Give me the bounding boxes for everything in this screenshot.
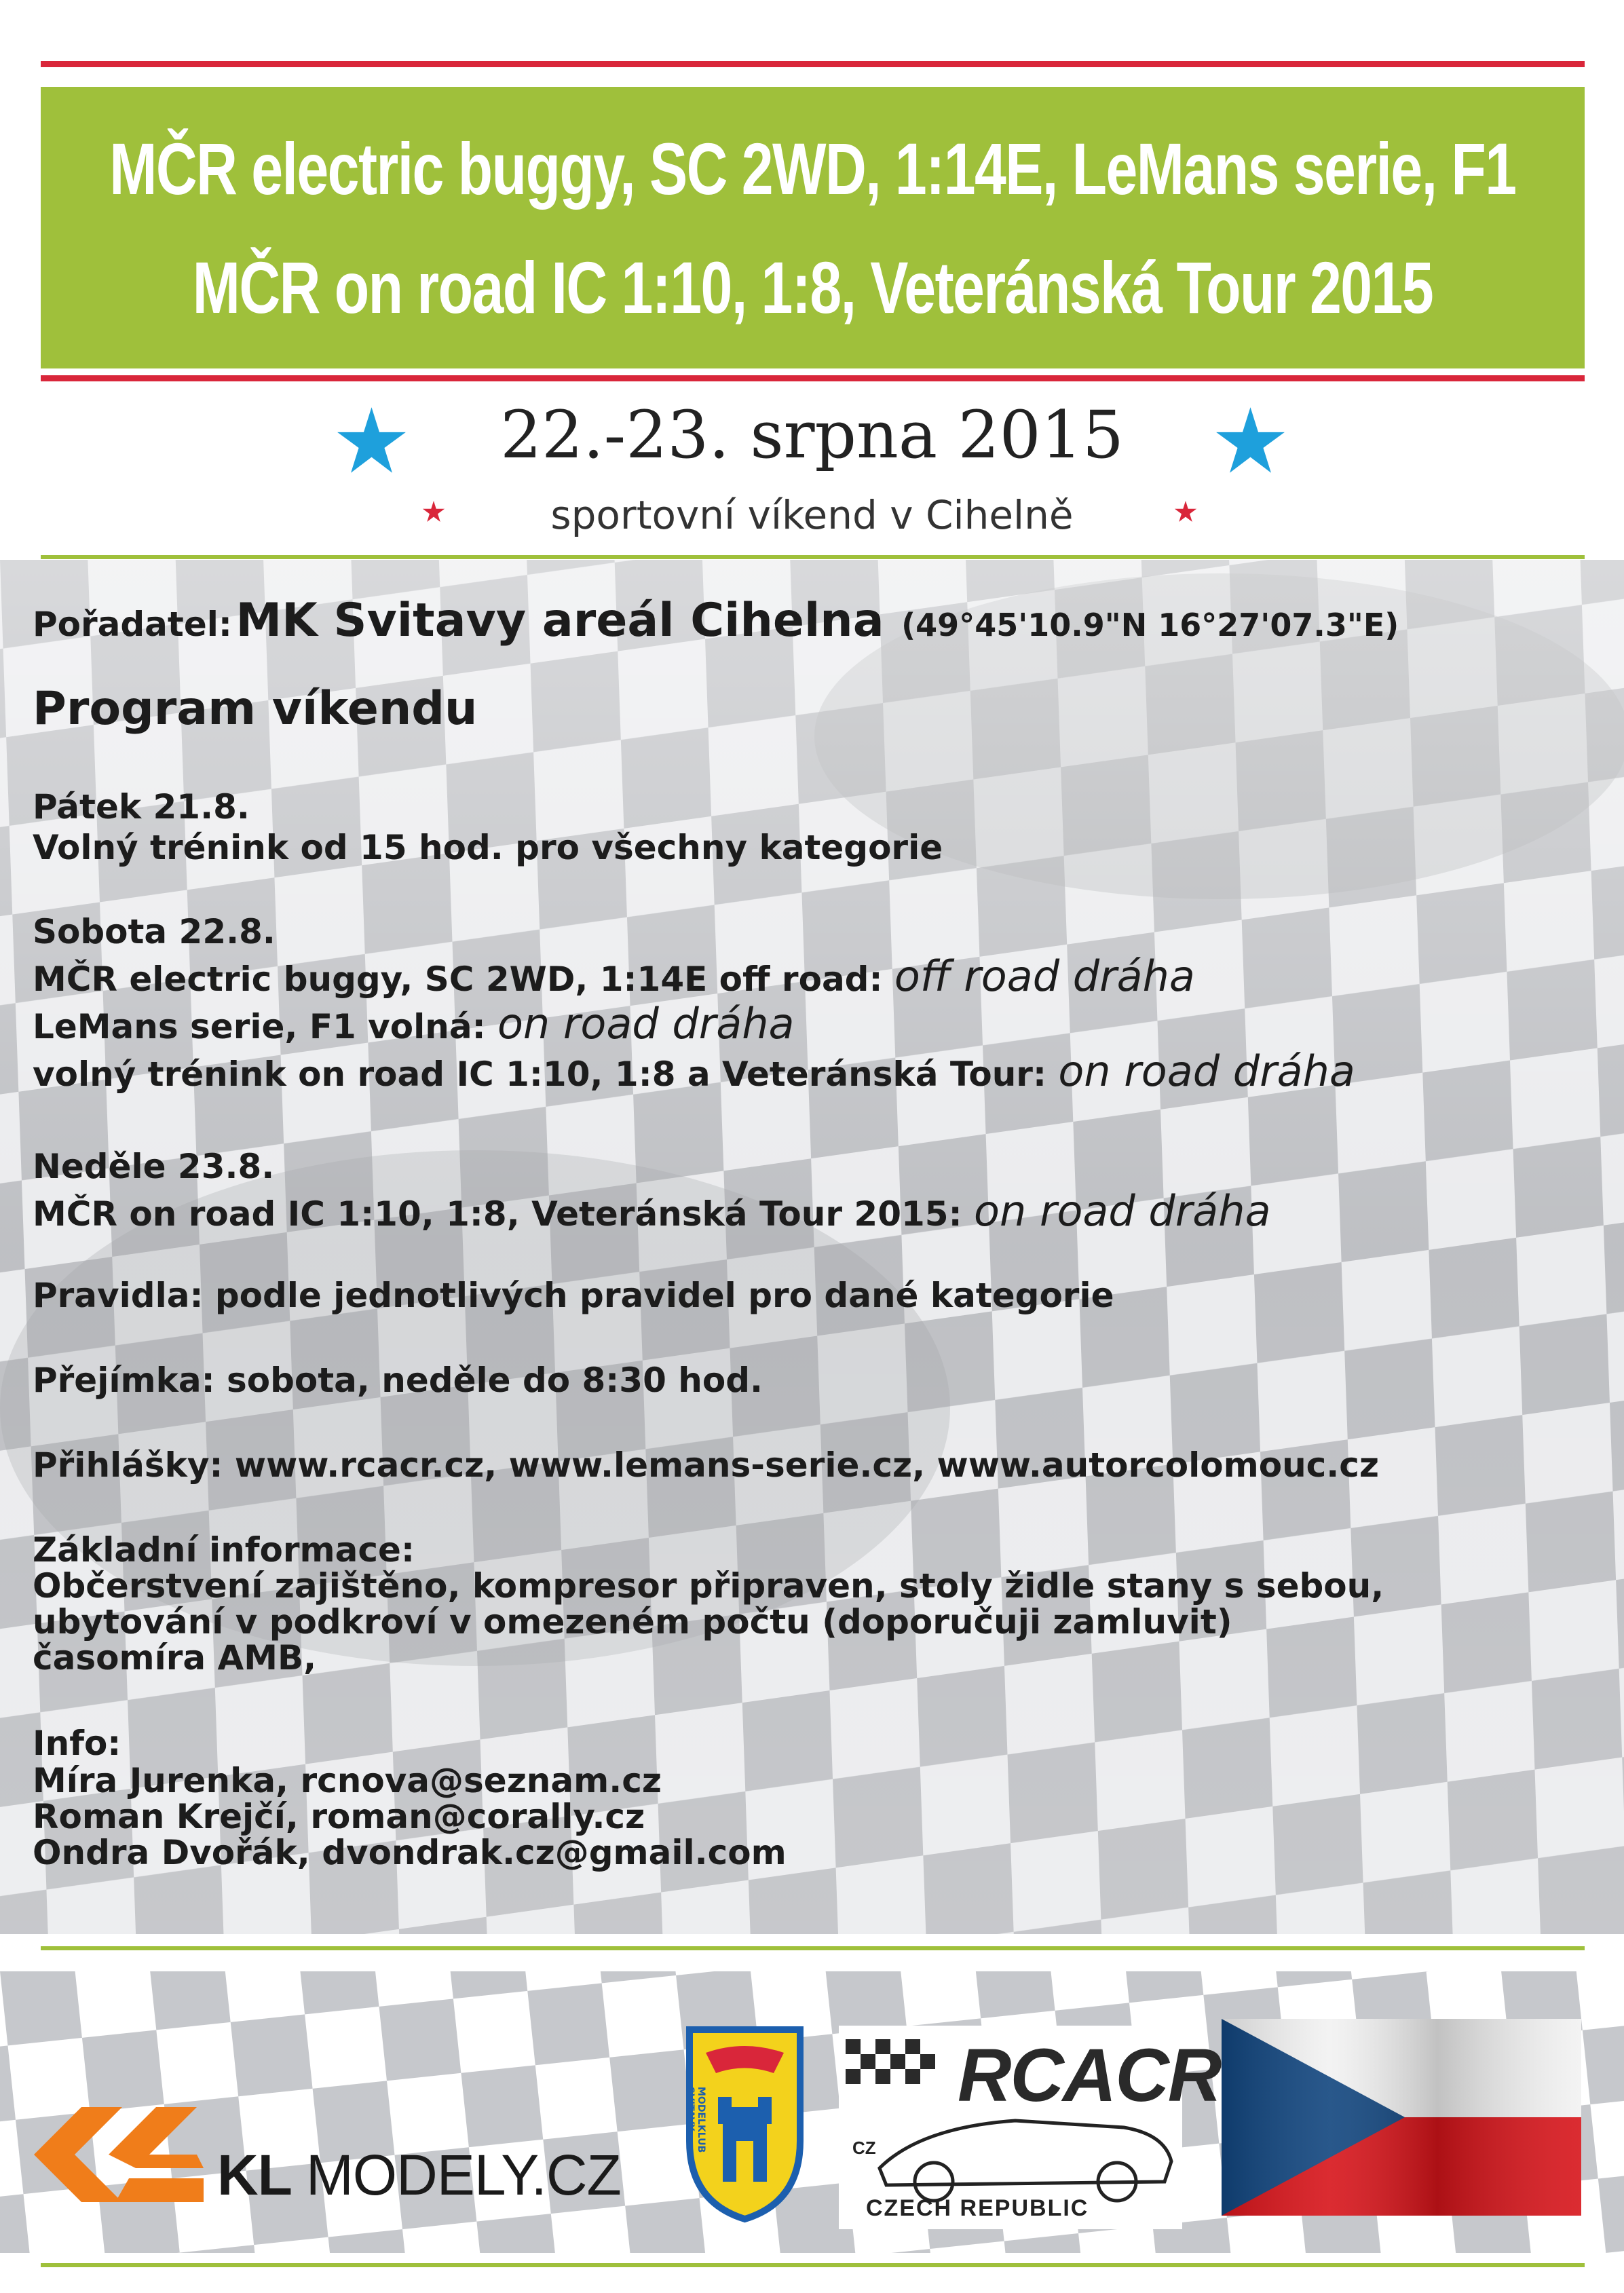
saturday-day: Sobota 22.8.	[33, 912, 276, 951]
event-date: 22.-23. srpna 2015	[500, 397, 1124, 473]
title-banner	[41, 87, 1585, 368]
friday-text: Volný trénink od 15 hod. pro všechny kategorie	[33, 828, 943, 867]
basic-info-title: Základní informace:	[33, 1530, 415, 1570]
saturday-line-3: volný trénink on road IC 1:10, 1:8 a Veteránská Tour:	[33, 1055, 1046, 1094]
green-line-top	[41, 555, 1585, 559]
registration-text: Přihlášky: www.rcacr.cz, www.lemans-serie.cz, www.autorcolomouc.cz	[33, 1445, 1380, 1485]
sunday-place-1: on road dráha	[974, 1186, 1271, 1236]
banner-line-1: MČR electric buggy, SC 2WD, 1:14E, LeMans serie, F1	[109, 127, 1516, 210]
rcacr-subtitle: CZECH REPUBLIC	[866, 2195, 1089, 2221]
modelklub-text: MODELKLUB SVITAVY	[685, 2087, 706, 2153]
green-line-bottom-2	[41, 2263, 1585, 2267]
saturday-place-1: off road dráha	[894, 951, 1195, 1001]
organizer-coords: (49°45'10.9"N 16°27'07.3"E)	[901, 607, 1399, 643]
contact-1: Míra Jurenka, rcnova@seznam.cz	[33, 1761, 662, 1800]
sunday-line-1: MČR on road IC 1:10, 1:8, Veteránská Tour 2015:	[33, 1194, 962, 1234]
checkin-text: Přejímka: sobota, neděle do 8:30 hod.	[33, 1361, 763, 1400]
event-subtitle: sportovní víkend v Cihelně	[550, 492, 1074, 538]
rules-text: Pravidla: podle jednotlivých pravidel pro dané kategorie	[33, 1276, 1114, 1315]
saturday-place-2: on road dráha	[497, 999, 795, 1048]
green-line-bottom-1	[41, 1946, 1585, 1950]
kl-logo-text-a: KL	[217, 2143, 291, 2207]
basic-info-line-3: časomíra AMB,	[33, 1638, 317, 1678]
rcacr-cz: CZ	[852, 2138, 876, 2158]
saturday-line-1: MČR electric buggy, SC 2WD, 1:14E off road:	[33, 960, 883, 999]
czech-flag-icon	[1222, 2019, 1581, 2216]
program-title: Program víkendu	[33, 682, 478, 736]
contact-3: Ondra Dvořák, dvondrak.cz@gmail.com	[33, 1833, 787, 1872]
sunday-day: Neděle 23.8.	[33, 1147, 275, 1186]
info-title: Info:	[33, 1724, 121, 1763]
basic-info-line-2: ubytování v podkroví v omezeném počtu (doporučuji zamluvit)	[33, 1602, 1232, 1642]
rcacr-title: RCACR	[958, 2034, 1221, 2117]
top-red-line	[41, 61, 1585, 67]
banner-line-2: MČR on road IC 1:10, 1:8, Veteránská Tour 2015	[192, 246, 1433, 328]
saturday-line-2: LeMans serie, F1 volná:	[33, 1007, 486, 1046]
kl-logo-text-b: MODELY.CZ	[305, 2143, 621, 2207]
friday-day: Pátek 21.8.	[33, 787, 250, 827]
basic-info-line-1: Občerstvení zajištěno, kompresor připraven, stoly židle stany s sebou,	[33, 1566, 1384, 1606]
organizer-name: MK Svitavy areál Cihelna	[235, 594, 884, 647]
organizer-label: Pořadatel:	[33, 605, 232, 644]
kl-logo-icon	[34, 2107, 204, 2202]
footer	[0, 1971, 1624, 2253]
saturday-place-3: on road dráha	[1058, 1046, 1355, 1096]
rcacr-logo	[839, 2026, 1221, 2229]
mid-red-line	[41, 375, 1585, 381]
checkered-background	[0, 560, 1624, 1934]
contact-2: Roman Krejčí, roman@corally.cz	[33, 1797, 645, 1836]
